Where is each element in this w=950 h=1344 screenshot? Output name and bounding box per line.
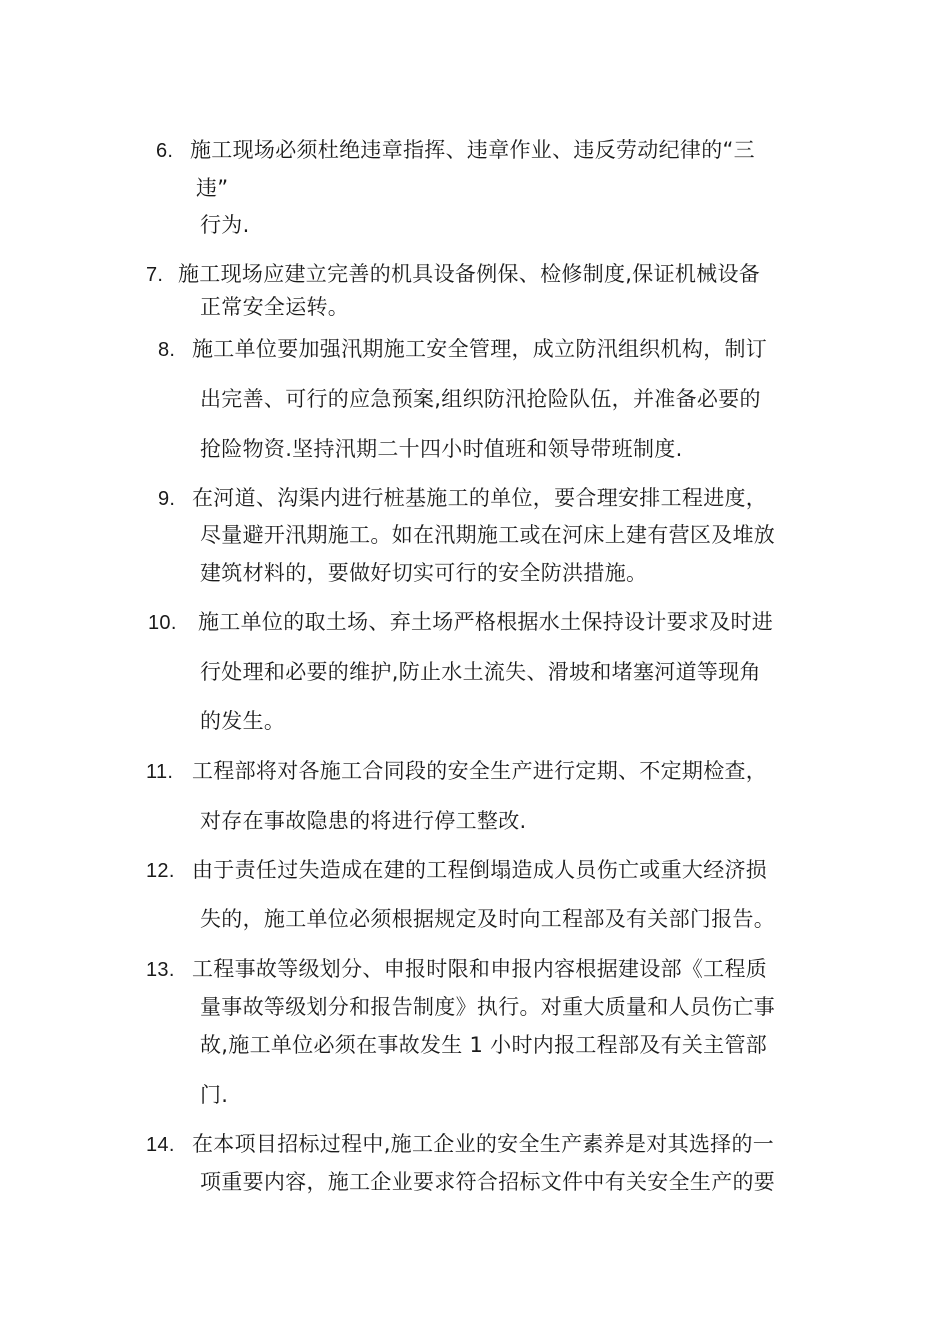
item-text: 施工单位要加强汛期施工安全管理，成立防汛组织机构，制订	[192, 337, 768, 361]
item-9-line-2: 尽量避开汛期施工。如在汛期施工或在河床上建有营区及堆放	[200, 523, 776, 547]
item-14-line-2: 项重要内容，施工企业要求符合招标文件中有关安全生产的要	[200, 1170, 776, 1194]
item-14-line-1	[146, 1131, 774, 1158]
item-10-line-3: 的发生。	[200, 709, 286, 733]
item-text: 工程事故等级划分、申报时限和申报内容根据建设部《工程质	[192, 957, 768, 981]
item-13-line-3: 故,施工单位必须在事故发生 1 小时内报工程部及有关主管部	[200, 1033, 768, 1057]
item-text: 工程部将对各施工合同段的安全生产进行定期、不定期检查，	[192, 759, 768, 783]
item-8-line-2: 出完善、可行的应急预案,组织防汛抢险队伍，并准备必要的	[200, 387, 761, 411]
item-text: 施工现场应建立完善的机具设备例保、检修制度,保证机械设备	[178, 262, 761, 286]
item-text: 施工现场必须杜绝违章指挥、违章作业、违反劳动纪律的“三	[190, 138, 755, 162]
item-number: 11.	[146, 761, 174, 783]
item-11-line-1	[146, 758, 767, 785]
item-7-line-1	[146, 261, 760, 288]
item-number: 6.	[156, 140, 174, 162]
item-12-line-1	[146, 857, 767, 884]
item-8-line-1	[158, 336, 767, 363]
item-text: 施工单位的取土场、弃土场严格根据水土保持设计要求及时进	[198, 610, 774, 634]
item-13-line-1	[146, 956, 767, 983]
item-7-line-2: 正常安全运转。	[200, 295, 350, 319]
item-number: 13.	[146, 959, 175, 981]
item-text: 在本项目招标过程中,施工企业的安全生产素养是对其选择的一	[192, 1132, 775, 1156]
item-6-line-3: 行为.	[200, 213, 250, 237]
item-10-line-1	[148, 609, 773, 636]
item-13-line-2: 量事故等级划分和报告制度》执行。对重大质量和人员伤亡事	[200, 995, 776, 1019]
item-number: 10.	[148, 612, 177, 634]
item-10-line-2: 行处理和必要的维护,防止水土流失、滑坡和堵塞河道等现角	[200, 660, 761, 684]
item-6-line-2: 违”	[196, 176, 229, 200]
item-6-line-1	[156, 137, 755, 164]
item-number: 12.	[146, 860, 175, 882]
item-text: 在河道、沟渠内进行桩基施工的单位，要合理安排工程进度，	[192, 486, 768, 510]
item-number: 7.	[146, 264, 164, 286]
item-number: 14.	[146, 1134, 175, 1156]
item-8-line-3: 抢险物资.坚持汛期二十四小时值班和领导带班制度.	[200, 437, 683, 461]
item-9-line-3: 建筑材料的，要做好切实可行的安全防洪措施。	[200, 561, 648, 585]
item-13-line-4: 门.	[200, 1083, 229, 1107]
item-number: 8.	[158, 339, 176, 361]
item-12-line-2: 失的，施工单位必须根据规定及时向工程部及有关部门报告。	[200, 907, 776, 931]
item-9-line-1	[158, 485, 767, 512]
item-number: 9.	[158, 488, 176, 510]
item-11-line-2: 对存在事故隐患的将进行停工整改.	[200, 809, 527, 833]
item-text: 由于责任过失造成在建的工程倒塌造成人员伤亡或重大经济损	[192, 858, 768, 882]
